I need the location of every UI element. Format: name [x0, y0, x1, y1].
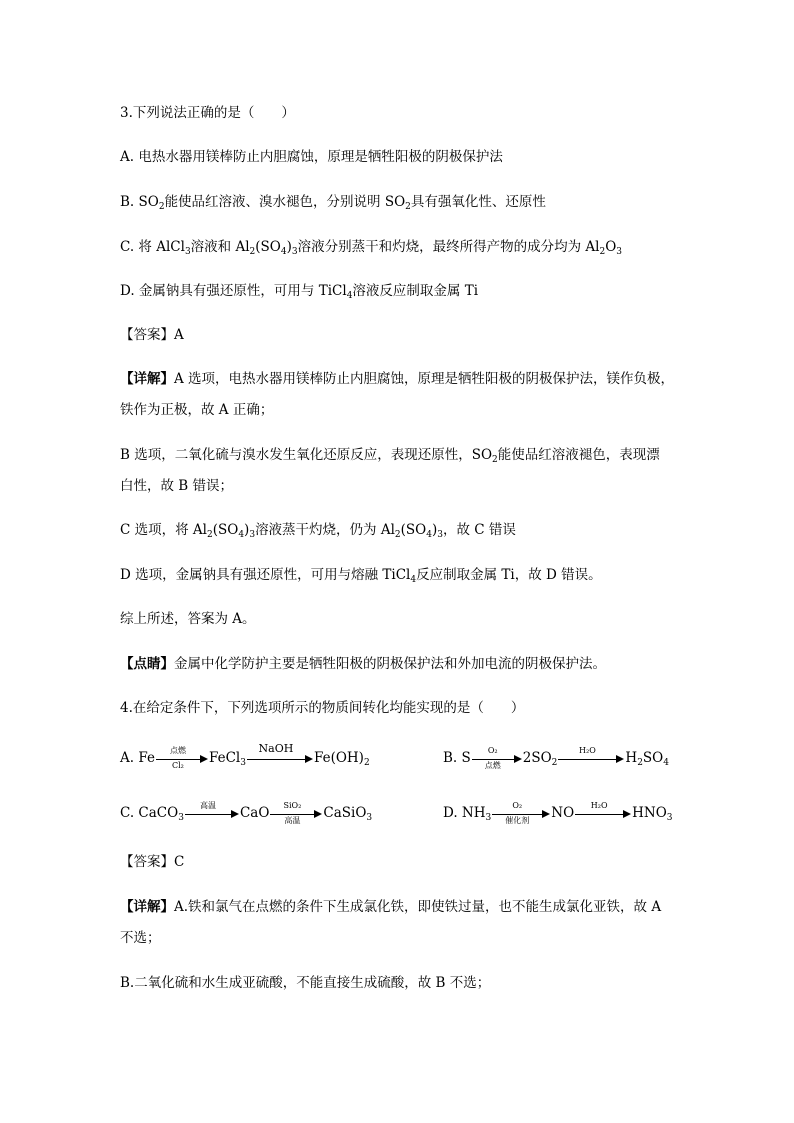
q3-option-d: D. 金属钠具有强还原性，可用与 TiCl$_4$溶液反应制取金属 Ti: [120, 283, 479, 301]
reaction-arrow: O₂ 点燃: [472, 749, 522, 769]
q4-detail-b: B.二氧化硫和水生成亚硫酸，不能直接生成硫酸，故 B 不选；: [120, 975, 491, 991]
q3-option-a: A. 电热水器用镁棒防止内胆腐蚀，原理是牺牲阳极的阴极保护法: [120, 149, 503, 165]
reaction-arrow: 高温: [185, 804, 239, 824]
reaction-arrow: 点燃 Cl₂: [156, 749, 208, 769]
reaction-arrow: NaOH: [247, 749, 313, 769]
reaction-arrow: SiO₂ 高温: [270, 804, 322, 824]
reaction-arrow: H₂O: [558, 749, 624, 769]
q3-option-c: C. 将 AlCl$_3$溶液和 $Al_2(SO_4)_3$溶液分别蒸干和灼烧，最终所得产物的成分均为 $Al_2O_3$: [120, 239, 623, 257]
reaction-arrow: H₂O: [575, 804, 631, 824]
q4-option-a: A. Fe 点燃 Cl₂ FeCl$_3$ NaOH $Fe(OH)_2$: [120, 741, 370, 770]
q3-detail-line-2: 铁作为正极，故 A 正确；: [120, 402, 274, 418]
q3-option-b: B. $SO_2$能使品红溶液、溴水褪色，分别说明 $SO_2$具有强氧化性、还原性: [120, 194, 546, 212]
q3-detail-d: D 选项，金属钠具有强还原性，可用与熔融 TiCl$_4$反应制取金属 Ti，故 D 错误。: [120, 567, 602, 585]
q4-option-c: C. CaCO$_3$ 高温 CaO SiO₂ 高温 CaSiO$_3$: [120, 800, 373, 825]
q3-detail-b-line-1: B 选项，二氧化硫与溴水发生氧化还原反应，表现还原性，$SO_2$能使品红溶液褪色，表现漂: [120, 447, 660, 465]
q3-detail-b-line-2: 白性，故 B 错误；: [120, 478, 234, 494]
q3-detail-c: C 选项，将 $Al_2(SO_4)_3$溶液蒸干灼烧，仍为 $Al_2(SO_4)_3$，故 C 错误: [120, 522, 516, 540]
reaction-arrow: O₂ 催化剂: [492, 804, 550, 824]
q4-stem: 4.在给定条件下，下列选项所示的物质间转化均能实现的是（ ）: [120, 700, 525, 716]
q3-detail-line-1: 【详解】A 选项，电热水器用镁棒防止内胆腐蚀，原理是牺牲阳极的阴极保护法，镁作负极，: [120, 371, 675, 387]
q4-detail-a-line-1: 【详解】A.铁和氯气在点燃的条件下生成氯化铁，即使铁过量，也不能生成氯化亚铁，故 A: [120, 899, 662, 915]
q4-detail-a-line-2: 不选；: [120, 930, 161, 946]
q4-option-d: D. $NH_3$ O₂ 催化剂 NO H₂O $HNO_3$: [443, 800, 673, 825]
q3-summary: 综上所述，答案为 A。: [120, 611, 256, 627]
q3-tip: 【点睛】金属中化学防护主要是牺牲阳极的阴极保护法和外加电流的阴极保护法。: [120, 656, 606, 672]
q4-answer: 【答案】C: [120, 854, 185, 870]
q3-stem: 3.下列说法正确的是（ ）: [120, 105, 295, 121]
q3-answer: 【答案】A: [120, 327, 184, 343]
q4-option-b: B. S O₂ 点燃 $2SO_2$ H₂O $H_2SO_4$: [443, 745, 669, 770]
